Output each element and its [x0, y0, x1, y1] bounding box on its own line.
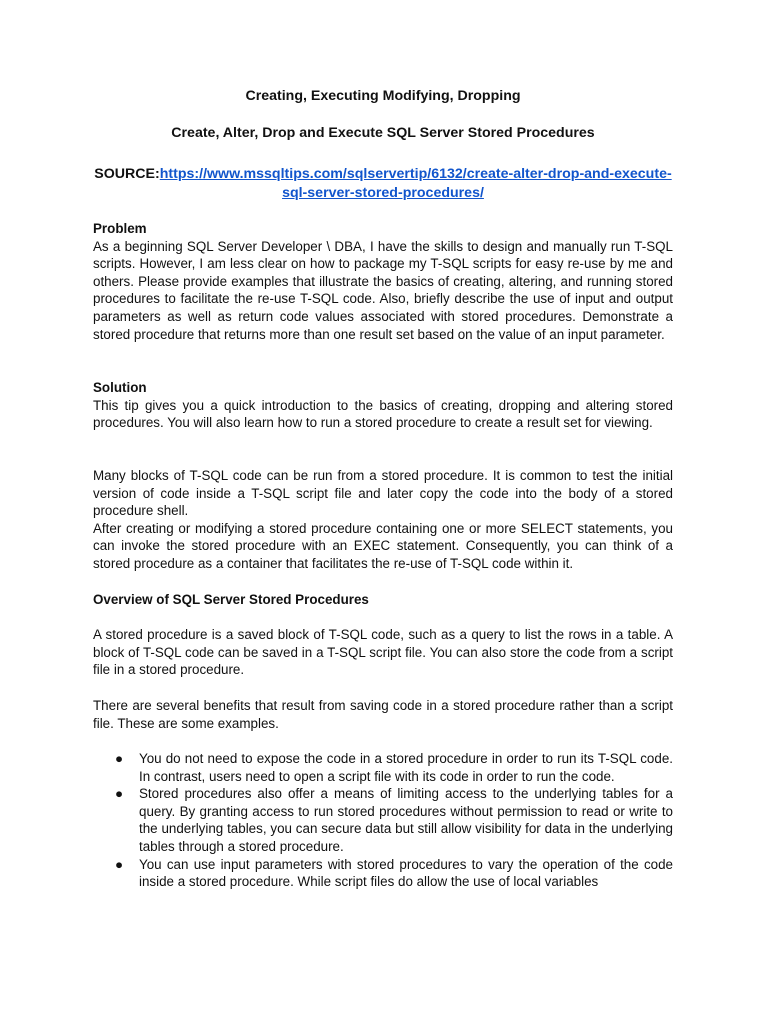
source-link[interactable]: https://www.mssqltips.com/sqlservertip/6132/create-alter-drop-and-execute-sql-server-stored-procedures/	[159, 166, 672, 201]
overview-paragraph-1: A stored procedure is a saved block of T-SQL code, such as a query to list the rows in a table. A block of T-SQL code can be saved in a T-SQL script file. You can also store the code from a script file in a stored procedure.	[93, 627, 673, 678]
document-subtitle: Create, Alter, Drop and Execute SQL Server Stored Procedures	[171, 125, 595, 141]
list-item-text: You can use input parameters with stored procedures to vary the operation of the code inside a stored procedure. While script files do allow the use of local variables	[139, 856, 673, 890]
source-label: SOURCE:	[94, 166, 160, 182]
bullet-icon: ●	[115, 856, 124, 872]
overview-heading: Overview of SQL Server Stored Procedures	[93, 592, 369, 607]
solution-paragraph-1: This tip gives you a quick introduction to the basics of creating, dropping and altering stored procedures. You will also learn how to run a stored procedure to create a result set for viewing.	[93, 397, 673, 431]
solution-section	[93, 379, 673, 432]
list-item-text: Stored procedures also offer a means of limiting access to the underlying tables for a query. By granting access to run stored procedures without permission to read or write to the underlying tables, you can secure data but still allow visibility for data in the underlying tables through a stored procedure.	[139, 786, 673, 854]
list-item	[93, 856, 673, 891]
solution-paragraph-2: Many blocks of T-SQL code can be run from a stored procedure. It is common to test the initial version of code inside a T-SQL script file and later copy the code into the body of a stored procedure shell.	[93, 468, 673, 519]
document-title: Creating, Executing Modifying, Dropping	[245, 88, 521, 104]
problem-text: As a beginning SQL Server Developer \ DBA, I have the skills to design and manually run T-SQL scripts. However, I am less clear on how to package my T-SQL scripts for easy re-use by me and others. Please provide examples that illustrate the basics of creating, altering, and running stored procedures to facilitate the re-use T-SQL code. Also, briefly describe the use of input and output parameters as well as return code values associated with stored procedures. Demonstrate a stored procedure that returns more than one result set based on the value of an input parameter.	[93, 238, 673, 342]
list-item	[93, 785, 673, 855]
list-item	[93, 750, 673, 785]
problem-heading: Problem	[93, 221, 147, 236]
problem-section	[93, 220, 673, 343]
overview-paragraph-2: There are several benefits that result from saving code in a stored procedure rather than a script file. These are some examples.	[93, 698, 673, 731]
bullet-icon: ●	[115, 751, 124, 766]
solution-paragraph-3: After creating or modifying a stored procedure containing one or more SELECT statements, you can invoke the stored procedure with an EXEC statement. Consequently, you can think of a stored procedure as a container that facilitates the re-use of T-SQL code within it.	[93, 520, 673, 571]
bullet-icon: ●	[115, 786, 124, 802]
benefits-list	[93, 750, 673, 891]
source-line	[93, 165, 673, 203]
solution-heading: Solution	[93, 380, 147, 395]
list-item-text: You do not need to expose the code in a stored procedure in order to run its T-SQL code. In contrast, users need to open a script file with its code in order to run the code.	[139, 751, 673, 784]
solution-paragraph-2-block	[93, 467, 673, 573]
